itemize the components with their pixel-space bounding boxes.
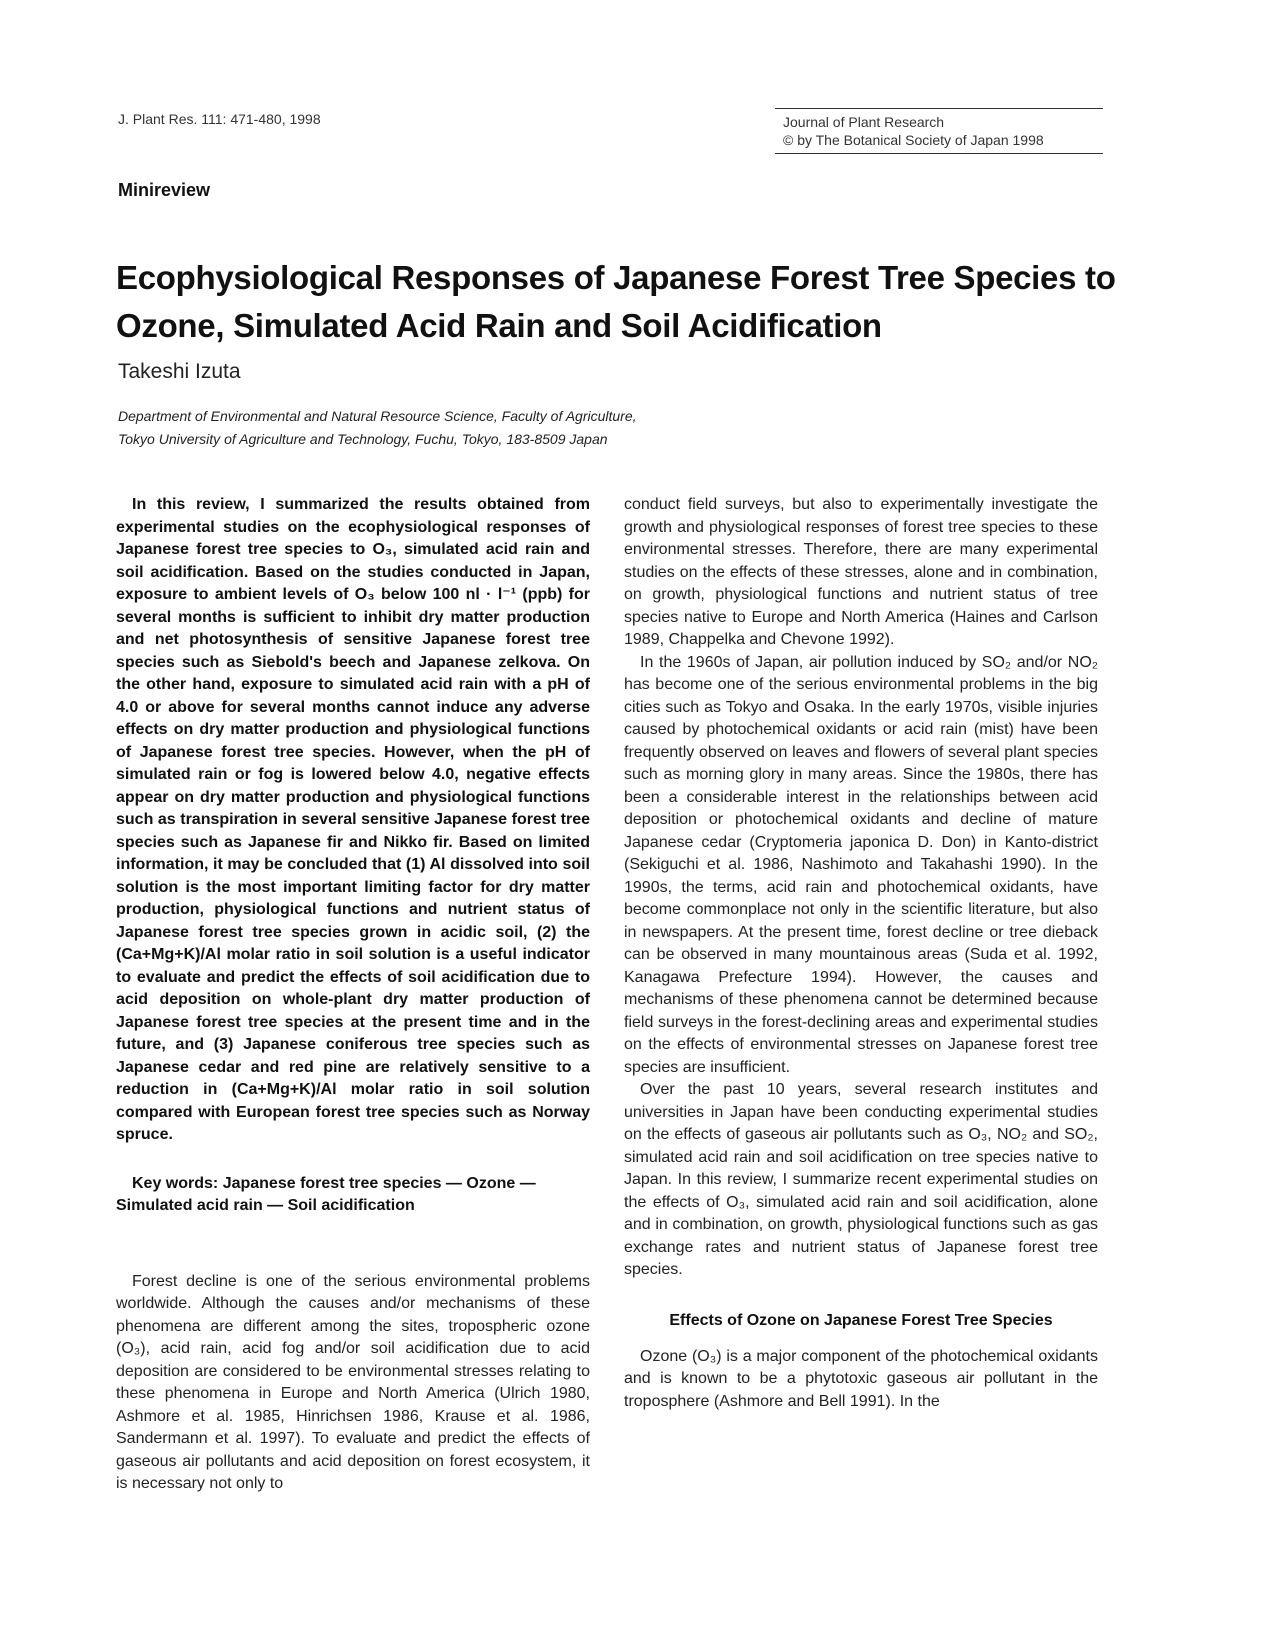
keywords: Key words: Japanese forest tree species — Ozone — Simulated acid rain — Soil acidification bbox=[116, 1174, 536, 1214]
journal-citation: J. Plant Res. 111: 471-480, 1998 bbox=[118, 111, 321, 127]
ozone-paragraph: Ozone (O₃) is a major component of the photochemical oxidants and is known to be a phytotoxic gaseous air pollutant in the troposphere (Ashmore and Bell 1991). In the bbox=[624, 1347, 1098, 1410]
author-name: Takeshi Izuta bbox=[118, 360, 241, 383]
journal-name: Journal of Plant Research bbox=[783, 114, 945, 130]
journal-copyright-box bbox=[775, 108, 1103, 154]
author-affiliation bbox=[118, 405, 818, 451]
affiliation-line-2: Tokyo University of Agriculture and Technology, Fuchu, Tokyo, 183-8509 Japan bbox=[118, 431, 608, 447]
abstract: In this review, I summarized the results obtained from experimental studies on the ecophysiological responses of Japanese forest tree species to O₃, simulated acid rain and soil acidification. Based on the studies conducted in Japan, exposure to ambient levels of O₃ below 100 nl · l⁻¹ (ppb) for several months is sufficient to inhibit dry matter production and net photosynthesis of sensitive Japanese forest tree species such as Siebold's beech and Japanese zelkova. On the other hand, exposure to simulated acid rain with a pH of 4.0 or above for several months cannot induce any adverse effects on dry matter production and physiological functions of Japanese forest tree species. However, when the pH of simulated rain or fog is lowered below 4.0, negative effects appear on dry matter production and physiological functions such as transpiration in several sensitive Japanese forest tree species such as Japanese fir and Nikko fir. Based on limited information, it may be concluded that (1) Al dissolved into soil solution is the most important limiting factor for dry matter production, physiological functions and nutrient status of Japanese forest tree species grown in acidic soil, (2) the (Ca+Mg+K)/Al molar ratio in soil solution is a useful indicator to evaluate and predict the effects of soil acidification due to acid deposition on whole-plant dry matter production of Japanese forest tree species at the present time and in the future, and (3) Japanese coniferous tree species such as Japanese cedar and red pine are relatively sensitive to a reduction in (Ca+Mg+K)/Al molar ratio in soil solution compared with European forest tree species such as Norway spruce. bbox=[116, 496, 590, 1143]
intro-paragraph-3: Over the past 10 years, several research institutes and universities in Japan have been conducting experimental studies on the effects of gaseous air pollutants such as O₃, NO₂ and SO₂, simulated acid rain and soil acidification on tree species native to Japan. In this review, I summarize recent experimental studies on the effects of O₃, simulated acid rain and soil acidification, alone and in combination, on growth, physiological functions such as gas exchange rates and nutrient status of Japanese forest tree species. bbox=[624, 1081, 1098, 1278]
intro-paragraph-2: In the 1960s of Japan, air pollution induced by SO₂ and/or NO₂ has become one of the serious environmental problems in the big cities such as Tokyo and Osaka. In the early 1970s, visible injuries caused by photochemical oxidants or acid rain (mist) have been frequently observed on leaves and flowers of several plant species such as morning glory in many areas. Since the 1980s, there has been a considerable interest in the relationships between acid deposition or photochemical oxidants and decline of mature Japanese cedar (Cryptomeria japonica D. Don) in Kanto-district (Sekiguchi et al. 1986, Nashimoto and Takahashi 1990). In the 1990s, the terms, acid rain and photochemical oxidants, have become commonplace not only in the scientific literature, but also in newspapers. At the present time, forest decline or tree dieback can be observed in many mountainous areas (Suda et al. 1992, Kanagawa Prefecture 1994). However, the causes and mechanisms of these phenomena cannot be determined because field surveys in the forest-declining areas and experimental studies on the effects of environmental stresses on Japanese forest tree species are insufficient. bbox=[624, 653, 1098, 1076]
left-column bbox=[116, 494, 590, 1496]
article-type-label: Minireview bbox=[118, 180, 211, 200]
section-heading-ozone: Effects of Ozone on Japanese Forest Tree Species bbox=[669, 1311, 1053, 1329]
intro-paragraph-1-continued: conduct field surveys, but also to experimentally investigate the growth and physiological responses of forest tree species to these environmental stresses. Therefore, there are many experimental studies on the effects of these stresses, alone and in combination, on growth, physiological functions and nutrient status of tree species native to Europe and North America (Haines and Carlson 1989, Chappelka and Chevone 1992). bbox=[624, 496, 1098, 648]
article-title: Ecophysiological Responses of Japanese Forest Tree Species to Ozone, Simulated Acid Rain and Soil Acidification bbox=[116, 259, 1116, 345]
intro-paragraph-1: Forest decline is one of the serious environmental problems worldwide. Although the causes and/or mechanisms of these phenomena are different among the sites, tropospheric ozone (O₃), acid rain, acid fog and/or soil acidification due to acid deposition are considered to be environmental stresses relating to these phenomena in Europe and North America (Ulrich 1980, Ashmore et al. 1985, Hinrichsen 1986, Krause et al. 1986, Sandermann et al. 1997). To evaluate and predict the effects of gaseous air pollutants and acid deposition on forest ecosystem, it is necessary not only to bbox=[116, 1272, 590, 1492]
affiliation-line-1: Department of Environmental and Natural Resource Science, Faculty of Agriculture, bbox=[118, 408, 637, 424]
right-column bbox=[624, 494, 1098, 1413]
copyright-notice: © by The Botanical Society of Japan 1998 bbox=[783, 132, 1044, 148]
